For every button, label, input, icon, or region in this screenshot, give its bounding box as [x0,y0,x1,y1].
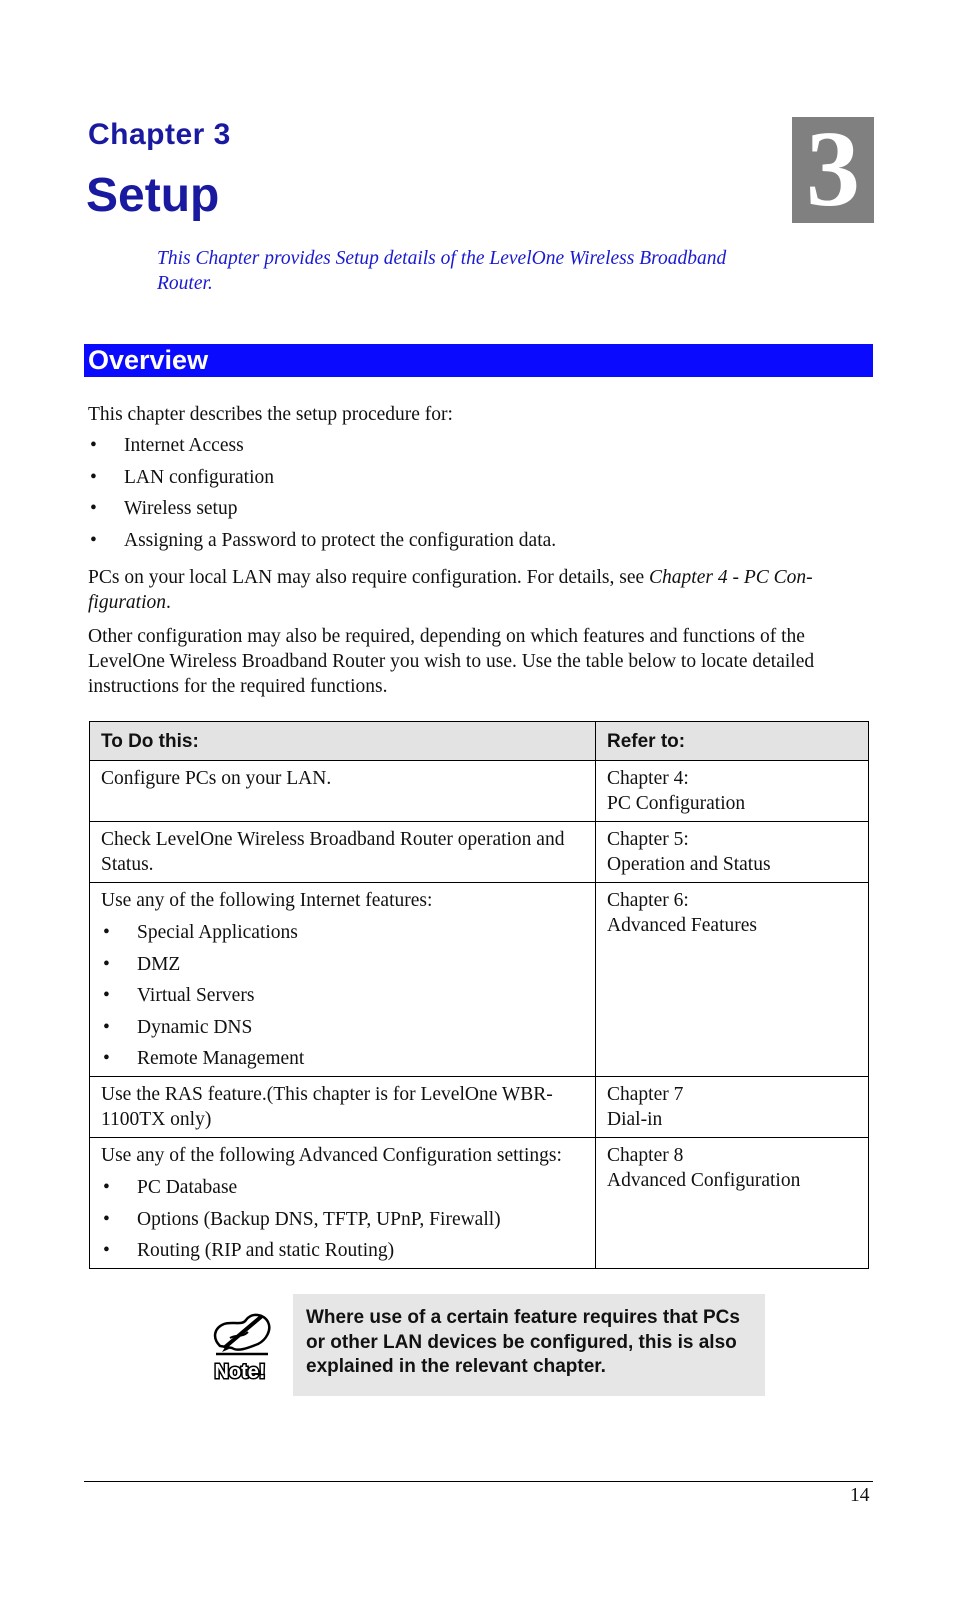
overview-lead: This chapter describes the setup procedure for: [88,404,453,425]
list-item: • Internet Access [88,433,556,465]
task-cell [90,1138,596,1269]
table-row [90,1138,869,1269]
other-config-paragraph: Other configuration may also be required, depending on which features and functions of the LevelOne Wireless Broadband Router you wish to use. Use the table below to locate detailed instructions for the required functions. [88,626,815,697]
refer-cell [596,822,869,883]
ref-title: Advanced Configuration [607,1170,801,1191]
list-item: • Options (Backup DNS, TFTP, UPnP, Firewall) [101,1207,585,1239]
page-title: Setup [86,169,220,222]
footer-divider [84,1481,873,1482]
pc-config-end: . [166,592,171,613]
list-item: • Routing (RIP and static Routing) [101,1238,585,1263]
refer-cell [596,761,869,822]
chapter-label: Chapter 3 [88,118,231,151]
list-item: • Dynamic DNS [101,1015,585,1047]
pc-config-text: PCs on your local LAN may also require configuration. For details, see [88,567,650,588]
task-cell: Configure PCs on your LAN. [90,761,596,822]
ref-chapter: Chapter 5: [607,829,689,850]
list-item: • LAN configuration [88,465,556,497]
page-number: 14 [850,1485,870,1506]
internet-features-list [101,920,585,1071]
table-row [90,883,869,1077]
table-header-task: To Do this: [90,722,596,761]
list-item: • Remote Management [101,1046,585,1071]
ref-title: PC Configuration [607,793,746,814]
refer-cell [596,1138,869,1269]
refer-cell [596,1077,869,1138]
note-icon-label: Note! [214,1361,266,1382]
task-cell: Check LevelOne Wireless Broadband Router operation and Status. [90,822,596,883]
ref-chapter: Chapter 8 [607,1145,684,1166]
task-cell [90,883,596,1077]
note-callout: Where use of a certain feature requires that PCs or other LAN devices be configured, this is also explained in the relevant chapter. [293,1294,765,1396]
list-item: • Virtual Servers [101,983,585,1015]
ref-title: Advanced Features [607,915,757,936]
chapter-intro: This Chapter provides Setup details of the LevelOne Wireless Broadband Router. [157,248,727,294]
table-row [90,1077,869,1138]
pc-config-paragraph [88,565,868,615]
task-text: Use any of the following Advanced Configuration settings: [101,1145,562,1166]
ref-title: Dial-in [607,1109,663,1130]
list-item: • Assigning a Password to protect the configuration data. [88,528,556,560]
overview-bullet-list [88,433,556,559]
task-cell: Use the RAS feature.(This chapter is for LevelOne WBR-1100TX only) [90,1077,596,1138]
reference-table [89,721,869,1269]
chapter-4-reference: Chapter 4 - PC Con-figuration [88,567,813,613]
refer-cell [596,883,869,1077]
section-heading-overview: Overview [84,344,873,377]
ref-chapter: Chapter 4: [607,768,689,789]
chapter-number-box: 3 [792,117,874,223]
note-pencil-icon [202,1308,278,1382]
task-text: Use any of the following Internet features: [101,890,433,911]
list-item: • Wireless setup [88,496,556,528]
ref-chapter: Chapter 6: [607,890,689,911]
table-header-refer: Refer to: [596,722,869,761]
ref-chapter: Chapter 7 [607,1084,684,1105]
ref-title: Operation and Status [607,854,771,875]
table-header-row [90,722,869,761]
table-row [90,761,869,822]
list-item: • PC Database [101,1175,585,1207]
note-icon [202,1308,278,1382]
list-item: • DMZ [101,952,585,984]
list-item: • Special Applications [101,920,585,952]
table-row [90,822,869,883]
advanced-config-list [101,1175,585,1263]
